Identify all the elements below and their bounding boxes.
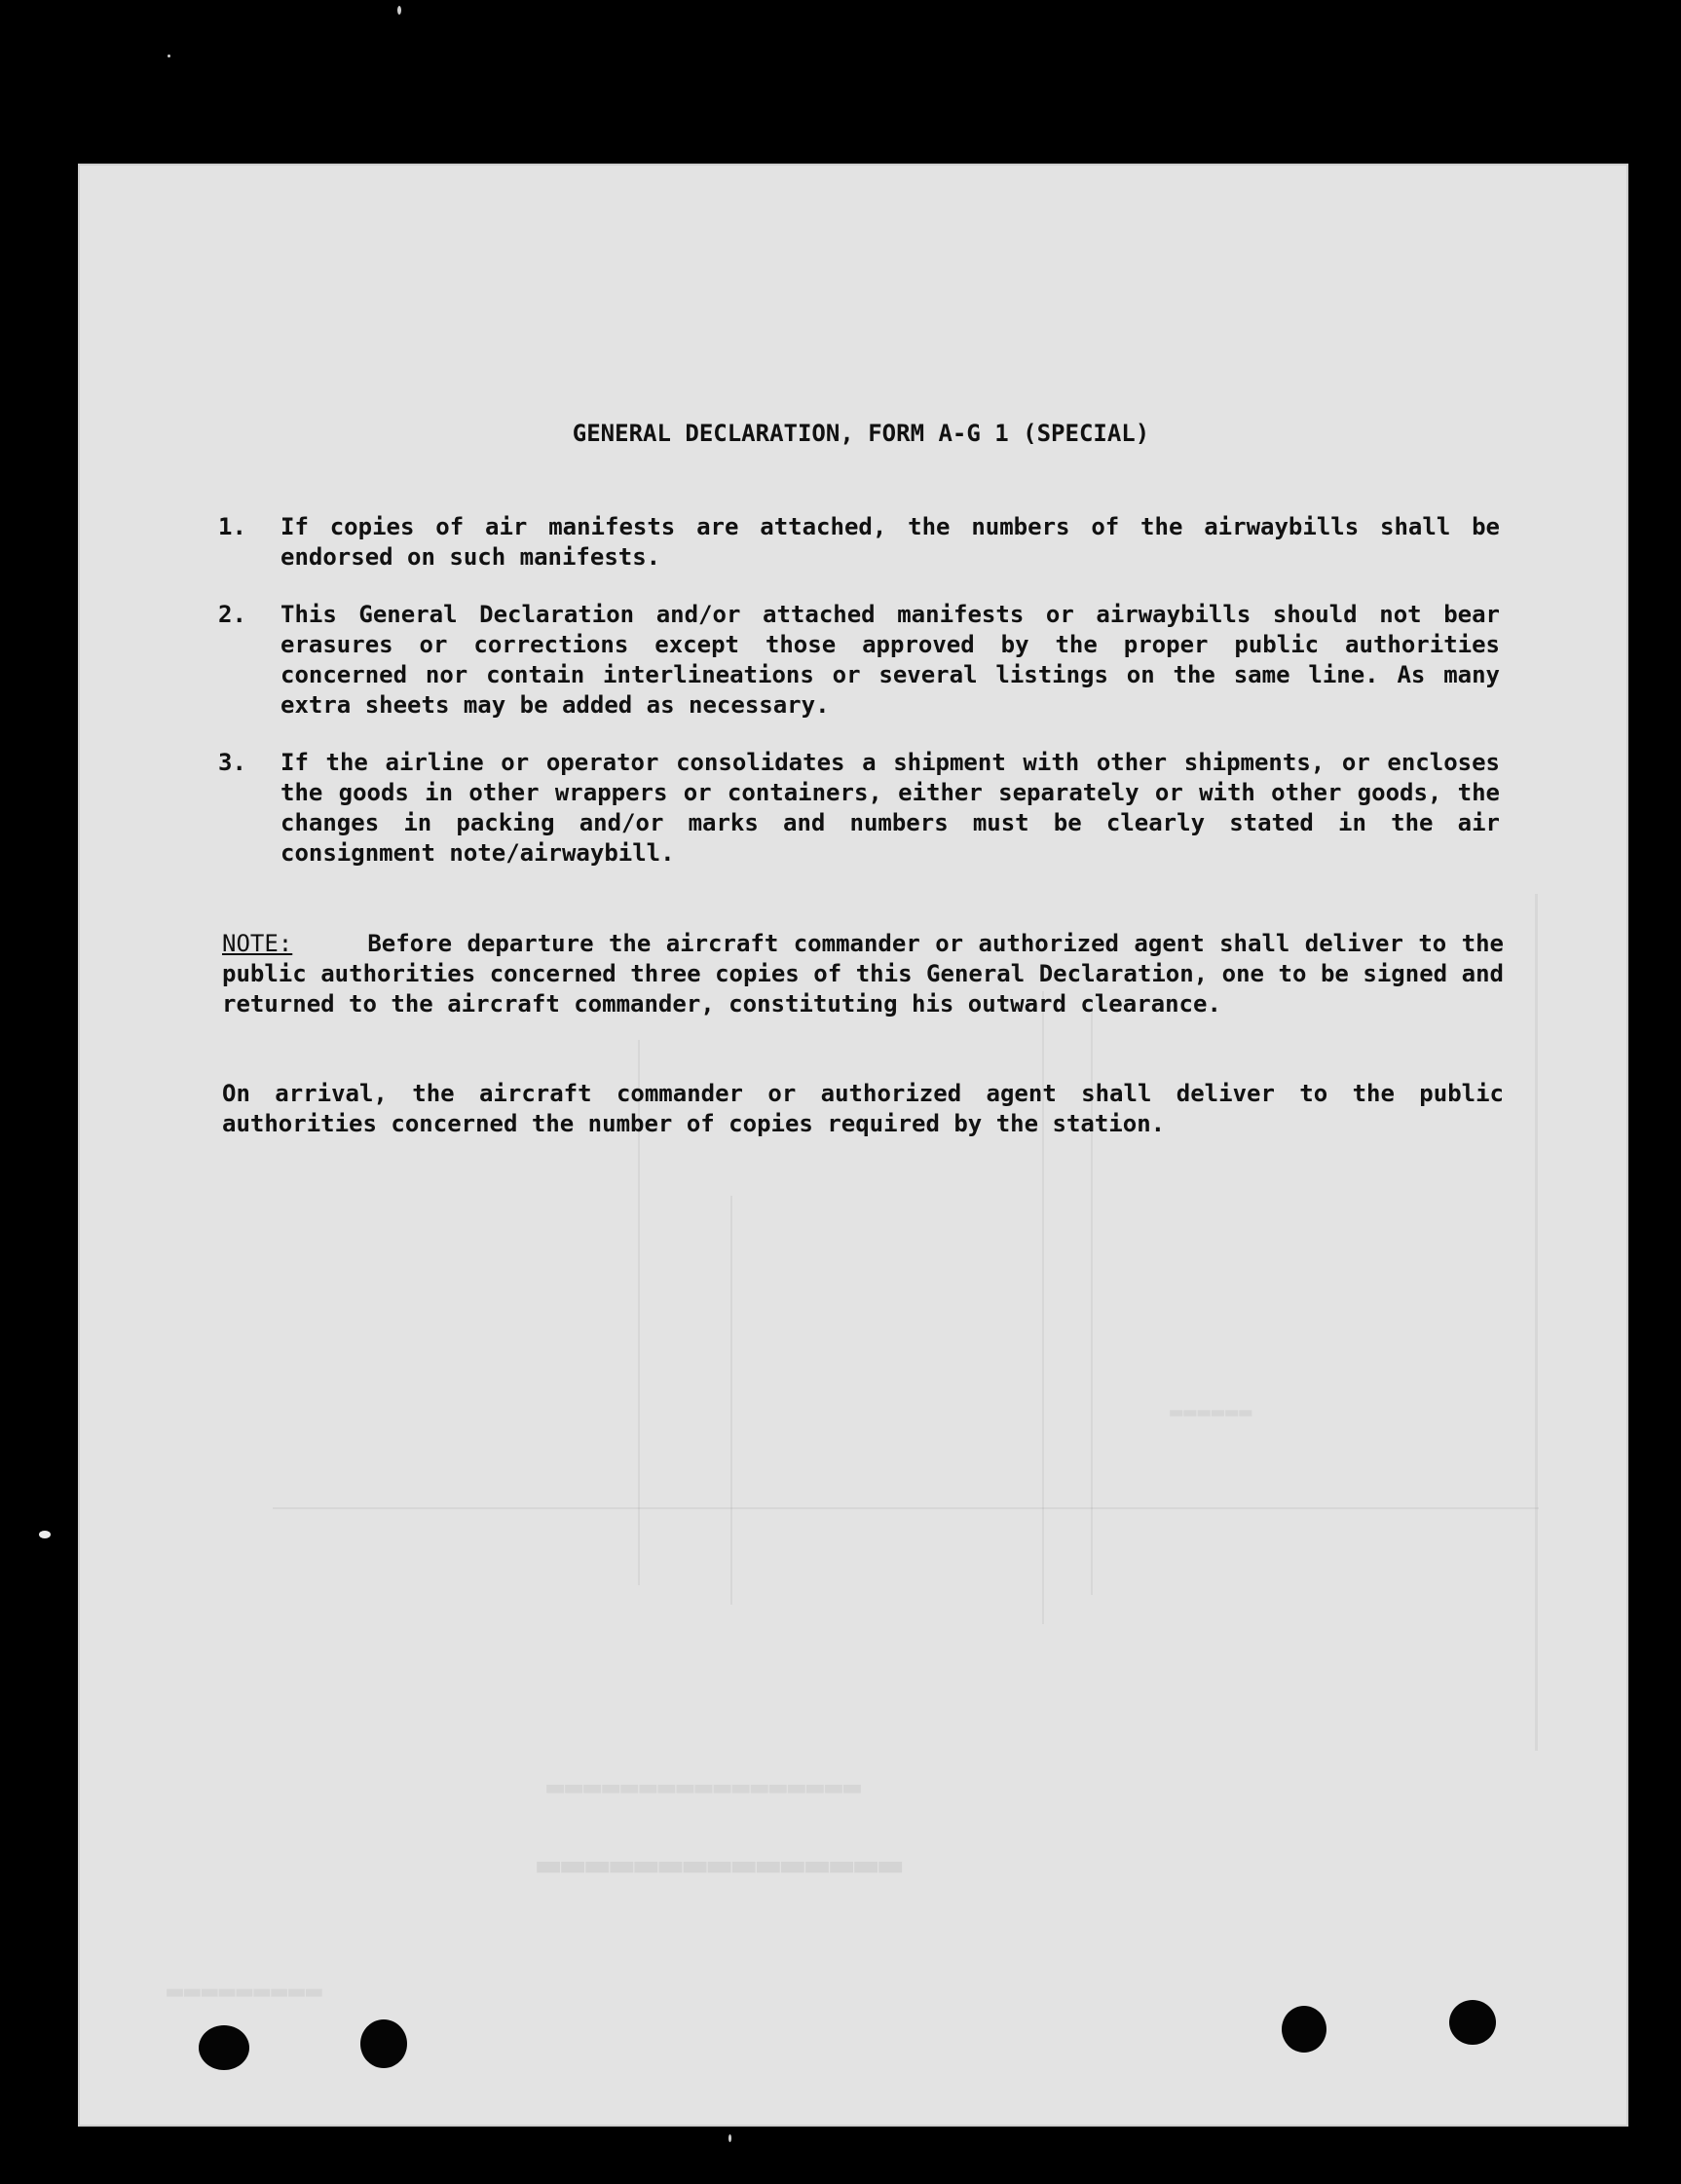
item-number: 2. <box>218 601 246 628</box>
punch-hole <box>360 2019 407 2068</box>
item-number: 3. <box>218 749 246 776</box>
scan-speck <box>168 55 170 57</box>
bleed-through-mark: ▬▬▬▬▬▬▬▬▬ <box>166 1975 322 2007</box>
bleed-through-mark: ▬▬▬▬▬▬▬▬▬▬▬▬▬▬▬ <box>536 1842 903 1887</box>
page-title: GENERAL DECLARATION, FORM A-G 1 (SPECIAL) <box>572 420 1150 447</box>
punch-hole <box>199 2025 249 2070</box>
document-page <box>78 164 1628 2127</box>
item-number: 1. <box>218 513 246 540</box>
item-text: This General Declaration and/or attached manifests or airwaybills should not bear erasures or corrections except those approved by the proper public authorities concerned nor contain interlineations or several listings on the same line. As many extra sheets may be added as necessary. <box>280 601 1500 719</box>
scan-speck <box>728 2134 731 2142</box>
bleed-through-rule <box>1535 894 1538 1751</box>
punch-hole <box>1449 2000 1496 2045</box>
item-text: If the airline or operator consolidates a shipment with other shipments, or encloses the goods in other wrappers or containers, either separately or with other goods, the changes in packing and/or marks and numbers must be clearly stated in the air consignment note/airwaybill. <box>280 749 1500 867</box>
scan-speck <box>397 6 401 15</box>
bleed-through-rule <box>273 1507 1539 1509</box>
bleed-through-mark: ▬▬▬▬▬▬ <box>1169 1400 1252 1425</box>
bleed-through-rule <box>730 1196 732 1605</box>
note-label: NOTE: <box>222 930 293 957</box>
note-text: Before departure the aircraft commander or authorized agent shall deliver to the public authorities concerned three copies of this General Declaration, one to be signed and returned to the aircraft commander, constituting his outward clearance. <box>222 930 1504 1018</box>
punch-hole <box>1282 2006 1326 2053</box>
bleed-through-mark: ▬▬▬▬▬▬▬▬▬▬▬▬▬▬▬▬▬ <box>545 1770 862 1804</box>
item-text: If copies of air manifests are attached, the numbers of the airwaybills shall be endorsed on such manifests. <box>280 513 1500 571</box>
note-paragraph <box>222 929 1504 1019</box>
arrival-paragraph: On arrival, the aircraft commander or authorized agent shall deliver to the public authorities concerned the number of copies required by the station. <box>222 1080 1504 1137</box>
scan-speck <box>39 1531 51 1538</box>
